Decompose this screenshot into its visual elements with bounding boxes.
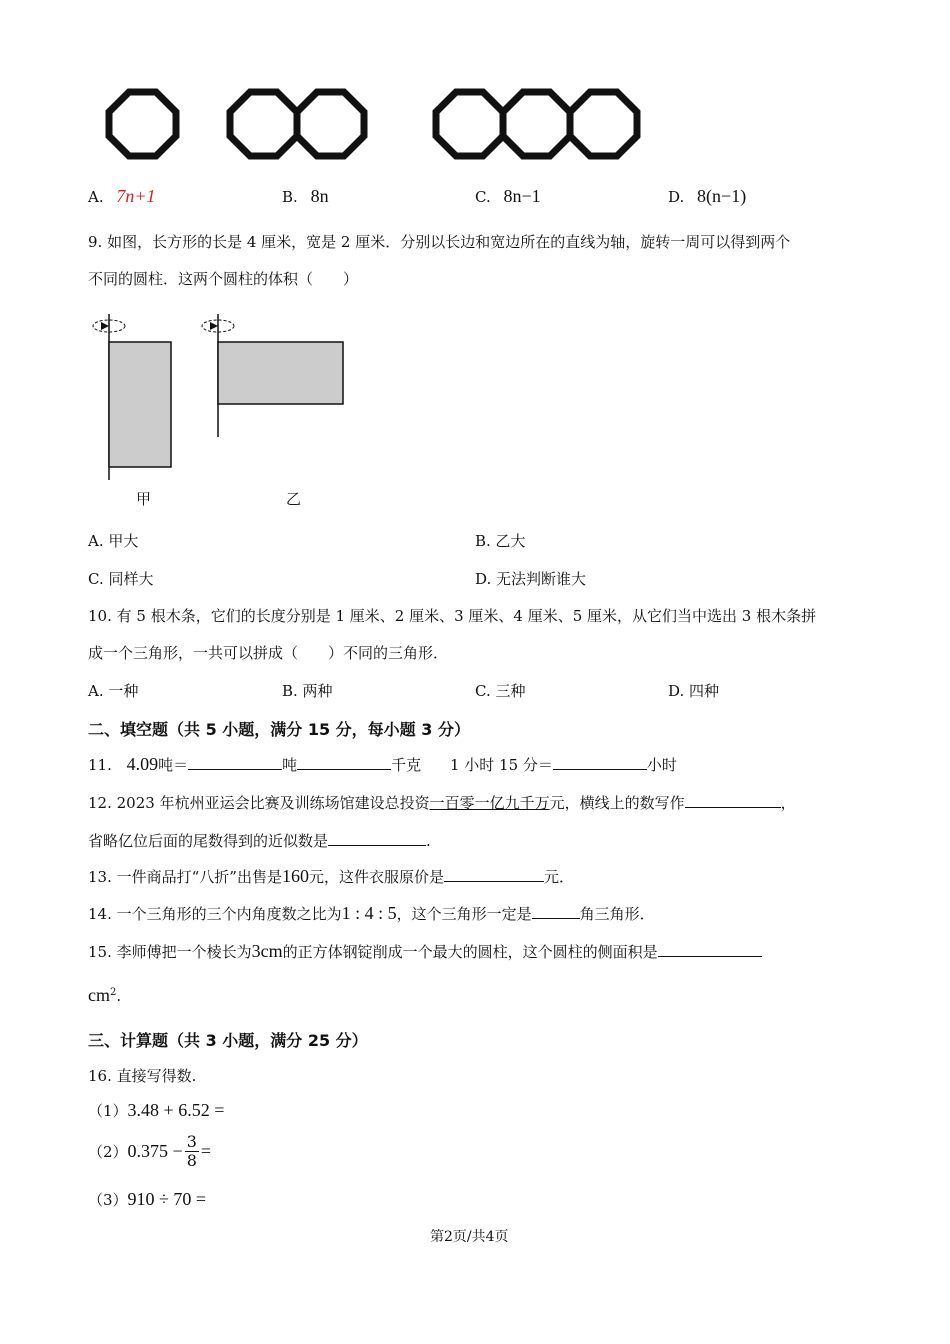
q8-option-d[interactable]: D. 8(n−1) — [668, 186, 747, 206]
q12-line1: 12. 2023 年杭州亚运会比赛及训练场馆建设总投资一百零一亿九千万元，横线上的数写作 ， — [88, 794, 796, 812]
q12-blank-2[interactable] — [328, 831, 426, 846]
octagon-2-b — [297, 92, 364, 156]
rotation-cylinder-figure — [85, 310, 355, 510]
q11: 11. 4.09吨＝ 吨 千克 1 小时 15 分＝ 小时 — [88, 754, 677, 774]
q11-blank-3[interactable] — [553, 755, 647, 770]
q14-blank[interactable] — [532, 904, 580, 919]
q14: 14. 一个三角形的三个内角度数之比为1 : 4 : 5，这个三角形一定是 角三角形． — [88, 903, 655, 923]
q13-blank[interactable] — [444, 867, 544, 882]
rect-jia — [109, 342, 171, 467]
q15-line2: $cm^2$. — [88, 985, 122, 1005]
section2-title: 二、填空题（共 5 小题，满分 15 分，每小题 3 分） — [88, 720, 470, 739]
q8-option-b-value: 8n — [310, 186, 329, 206]
fig-label-yi: 乙 — [286, 490, 302, 508]
q8-option-d-value: 8(n−1) — [697, 186, 747, 206]
octagon-1 — [109, 92, 176, 156]
q10-option-a[interactable]: A. 一种 — [88, 682, 139, 700]
octagon-3-b — [503, 92, 570, 156]
q8-option-c-value: 8n−1 — [503, 186, 541, 206]
q15-blank[interactable] — [658, 942, 762, 957]
fig-label-jia: 甲 — [136, 490, 152, 508]
q16-item-3: （3）910 ÷ 70 = — [88, 1189, 207, 1209]
q12-blank-1[interactable] — [685, 793, 781, 808]
q8-option-b[interactable]: B. 8n — [282, 186, 329, 206]
q10-option-d[interactable]: D. 四种 — [668, 682, 720, 700]
q12-underlined-number: 一百零一亿九千万 — [429, 794, 550, 812]
q16-item-2: （2）0.375 − $\frac{3}{8}$ = — [88, 1132, 212, 1170]
q9-option-d[interactable]: D. 无法判断谁大 — [475, 570, 587, 588]
q9-option-b[interactable]: B. 乙大 — [475, 532, 526, 550]
q15-line1: 15. 李师傅把一个棱长为3cm的正方体钢锭削成一个最大的圆柱，这个圆柱的侧面积是 — [88, 941, 762, 962]
octagon-3-a — [436, 92, 503, 156]
q9-stem-line1: 9. 如图，长方形的长是 4 厘米，宽是 2 厘米．分别以长边和宽边所在的直线为轴，旋转一周可以得到两个 — [88, 233, 791, 251]
q8-option-c[interactable]: C. 8n−1 — [475, 186, 541, 206]
q11-blank-2[interactable] — [297, 755, 391, 770]
q10-option-c[interactable]: C. 三种 — [475, 682, 526, 700]
q16-item-1: （1）3.48 + 6.52 = — [88, 1100, 225, 1120]
q9-option-a[interactable]: A. 甲大 — [88, 532, 139, 550]
q10-stem-line1: 10. 有 5 根木条，它们的长度分别是 1 厘米、2 厘米、3 厘米、4 厘米、5 厘米，从它们当中选出 3 根木条拼 — [88, 607, 817, 625]
fraction-3-8: $\frac{3}{8}$ — [186, 1132, 197, 1170]
q8-option-a-value: 7n+1 — [116, 186, 156, 206]
octagon-2-a — [230, 92, 297, 156]
q13: 13. 一件商品打“八折”出售是160元，这件衣服原价是 元． — [88, 866, 574, 886]
q10-option-b[interactable]: B. 两种 — [282, 682, 333, 700]
q16-title: 16. 直接写得数. — [88, 1067, 197, 1085]
rect-yi — [218, 342, 343, 404]
q8-option-a[interactable]: A. 7n+1 — [88, 186, 156, 206]
q11-blank-1[interactable] — [188, 755, 282, 770]
q10-stem-line2: 成一个三角形，一共可以拼成（ ）不同的三角形． — [88, 644, 449, 662]
q9-option-c[interactable]: C. 同样大 — [88, 570, 154, 588]
q9-stem-line2: 不同的圆柱．这两个圆柱的体积（ ） — [88, 270, 359, 288]
octagon-chain-figure — [95, 82, 655, 164]
q12-line2: 省略亿位后面的尾数得到的近似数是 . — [88, 832, 431, 850]
octagon-3-c — [570, 92, 637, 156]
section3-title: 三、计算题（共 3 小题，满分 25 分） — [88, 1031, 368, 1050]
page-number: 第2页/共4页 — [430, 1229, 509, 1245]
